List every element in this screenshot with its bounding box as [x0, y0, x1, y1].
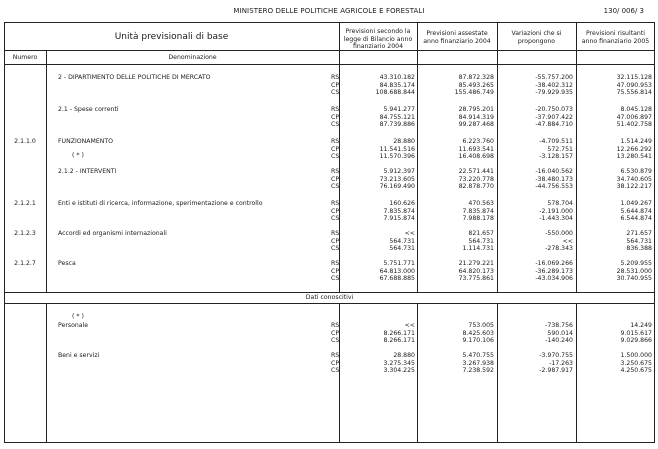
section-title: Unità previsionali di base: [114, 32, 229, 42]
value-risultanti: 5.644.874: [620, 207, 652, 215]
value-assestate: 85.493.265: [458, 81, 494, 89]
row-type: CP: [331, 113, 340, 121]
value-prev-2004: 87.739.886: [379, 121, 415, 128]
row-denominazione: Enti e istituti di ricerca, informazione, sperimentazione e controllo: [58, 200, 263, 207]
row-type: RS: [331, 74, 340, 81]
row-type: CS: [331, 245, 340, 252]
row-type: CP: [331, 359, 340, 367]
value-variazioni: -278.343: [545, 245, 573, 252]
row-type: CP: [331, 237, 340, 245]
value-variazioni: 578.704: [547, 200, 573, 207]
section2-title: Dati conoscitivi: [305, 294, 354, 301]
value-prev-2004: 7.835.874: [383, 207, 415, 215]
value-variazioni: -738.756: [545, 322, 573, 329]
value-assestate: 7.238.592: [462, 367, 494, 374]
row-number: 2.1.1.0: [14, 138, 36, 145]
value-assestate: 753.005: [468, 322, 494, 329]
ministry-header: MINISTERO DELLE POLITICHE AGRICOLE E FORESTALI: [233, 7, 425, 15]
value-variazioni: -2.191.000: [539, 207, 573, 215]
value-risultanti: 9.029.866: [620, 337, 652, 344]
divider: [417, 303, 418, 443]
divider: [497, 303, 498, 443]
row-type: CS: [331, 89, 340, 96]
row-denominazione: 2.1 - Spese correnti: [58, 106, 119, 113]
divider: [4, 303, 655, 304]
value-assestate: 22.571.441: [458, 168, 494, 175]
value-risultanti: 1.049.267: [620, 200, 652, 207]
divider: [4, 292, 655, 293]
row-type: RS: [331, 200, 340, 207]
row-type: CS: [331, 275, 340, 282]
row-type: RS: [331, 322, 340, 329]
row-denominazione: Personale: [58, 322, 89, 329]
row-number: 2.1.2.7: [14, 260, 36, 267]
row-denominazione: FUNZIONAMENTO: [58, 138, 114, 145]
value-prev-2004: 73.213.605: [379, 175, 415, 183]
value-prev-2004: 7.915.874: [383, 215, 415, 222]
row-note: ( * ): [72, 313, 84, 320]
value-risultanti: 12.266.292: [616, 145, 652, 153]
divider: [576, 303, 577, 443]
divider: [576, 22, 577, 292]
value-risultanti: 38.122.217: [616, 183, 652, 190]
value-risultanti: 8.045.128: [620, 106, 652, 113]
value-assestate: 9.170.106: [462, 337, 494, 344]
row-type: CS: [331, 153, 340, 160]
value-assestate: 821.657: [468, 230, 494, 237]
value-prev-2004: 28.880: [393, 138, 415, 145]
value-risultanti: 47.090.953: [616, 81, 652, 89]
divider: [46, 303, 47, 443]
value-prev-2004: 5.941.277: [383, 106, 415, 113]
value-assestate: 64.820.173: [458, 267, 494, 275]
value-variazioni: 572.751: [547, 145, 573, 153]
col-header-assestate: Previsioni assestate anno finanziario 2004: [423, 30, 491, 45]
value-risultanti: 14.249: [630, 322, 652, 329]
value-risultanti: 34.740.605: [616, 175, 652, 183]
value-prev-2004: 108.688.844: [375, 89, 415, 96]
divider: [4, 64, 655, 65]
row-note: ( * ): [72, 151, 84, 159]
value-variazioni: -2.987.917: [539, 367, 573, 374]
value-assestate: 5.470.755: [462, 352, 494, 359]
row-number: 2.1.2.1: [14, 200, 36, 207]
value-variazioni: -44.756.553: [535, 183, 573, 190]
value-assestate: 7.988.178: [462, 215, 494, 222]
value-risultanti: 9.015.617: [620, 329, 652, 337]
col-header-numero: Numero: [12, 54, 38, 61]
value-prev-2004: 160.626: [389, 200, 415, 207]
divider: [4, 50, 655, 51]
value-risultanti: 6.530.879: [620, 168, 652, 175]
row-type: CS: [331, 367, 340, 374]
value-assestate: 564.731: [468, 237, 494, 245]
row-type: RS: [331, 138, 340, 145]
value-assestate: 11.693.541: [458, 145, 494, 153]
value-prev-2004: 8.266.171: [383, 337, 415, 344]
value-prev-2004: 43.310.182: [379, 74, 415, 81]
value-variazioni: -38.480.173: [535, 175, 573, 183]
value-assestate: 82.878.770: [458, 183, 494, 190]
value-prev-2004: 11.541.516: [379, 145, 415, 153]
value-risultanti: 30.740.955: [616, 275, 652, 282]
col-header-denominazione: Denominazione: [168, 54, 217, 61]
value-assestate: 3.267.938: [462, 359, 494, 367]
value-variazioni: -16.069.266: [535, 260, 573, 267]
value-variazioni: -3.970.755: [539, 352, 573, 359]
row-type: RS: [331, 352, 340, 359]
value-assestate: 99.287.468: [458, 121, 494, 128]
value-risultanti: 32.115.128: [616, 74, 652, 81]
value-prev-2004: 28.880: [393, 352, 415, 359]
value-assestate: 21.279.221: [458, 260, 494, 267]
value-variazioni: -3.128.157: [539, 153, 573, 160]
value-variazioni: -20.750.073: [535, 106, 573, 113]
row-denominazione: 2.1.2 - INTERVENTI: [58, 168, 117, 175]
value-assestate: 470.563: [468, 200, 494, 207]
value-variazioni: -16.040.562: [535, 168, 573, 175]
value-variazioni: -36.289.173: [535, 267, 573, 275]
value-variazioni: -55.757.200: [535, 74, 573, 81]
value-prev-2004: 76.169.490: [379, 183, 415, 190]
value-prev-2004: <<: [404, 230, 415, 237]
value-prev-2004: 84.835.174: [379, 81, 415, 89]
row-denominazione: Beni e servizi: [58, 352, 100, 359]
value-assestate: 1.114.731: [462, 245, 494, 252]
value-assestate: 87.872.328: [458, 74, 494, 81]
value-risultanti: 3.250.675: [620, 359, 652, 367]
value-variazioni: -47.884.710: [535, 121, 573, 128]
value-risultanti: 564.731: [626, 237, 652, 245]
value-prev-2004: 67.688.885: [379, 275, 415, 282]
row-type: CP: [331, 267, 340, 275]
row-denominazione: Accordi ed organismi internazionali: [58, 230, 167, 237]
value-risultanti: 836.388: [626, 245, 652, 252]
value-prev-2004: 11.570.396: [379, 153, 415, 160]
value-risultanti: 13.280.541: [616, 153, 652, 160]
divider: [497, 22, 498, 292]
value-assestate: 8.425.603: [462, 329, 494, 337]
value-assestate: 7.835.874: [462, 207, 494, 215]
value-assestate: 6.223.760: [462, 138, 494, 145]
value-variazioni: -43.034.906: [535, 275, 573, 282]
value-variazioni: -17.263: [549, 359, 573, 367]
value-variazioni: -79.929.935: [535, 89, 573, 96]
row-type: CP: [331, 175, 340, 183]
value-assestate: 155.486.749: [454, 89, 494, 96]
col-header-prev-2004: Previsioni secondo la legge di Bilancio anno finanziario 2004: [343, 28, 413, 50]
value-variazioni: -37.907.422: [535, 113, 573, 121]
value-risultanti: 6.544.874: [620, 215, 652, 222]
value-prev-2004: 5.751.771: [383, 260, 415, 267]
row-type: RS: [331, 168, 340, 175]
value-assestate: 28.795.201: [458, 106, 494, 113]
value-prev-2004: 8.266.171: [383, 329, 415, 337]
value-assestate: 84.914.319: [458, 113, 494, 121]
value-prev-2004: 564.731: [389, 245, 415, 252]
value-prev-2004: 564.731: [389, 237, 415, 245]
value-variazioni: 590.014: [547, 329, 573, 337]
row-type: CS: [331, 337, 340, 344]
value-variazioni: -140.240: [545, 337, 573, 344]
row-denominazione: Pesca: [58, 260, 76, 267]
divider: [46, 50, 47, 292]
row-type: RS: [331, 106, 340, 113]
page-reference: 130/ 006/ 3: [603, 7, 644, 15]
value-prev-2004: 84.755.121: [379, 113, 415, 121]
divider: [417, 22, 418, 292]
value-assestate: 73.220.778: [458, 175, 494, 183]
value-risultanti: 75.556.814: [616, 89, 652, 96]
value-risultanti: 47.006.897: [616, 113, 652, 121]
row-type: CP: [331, 329, 340, 337]
col-header-risultanti: Previsioni risultanti anno finanziario 2005: [581, 30, 650, 45]
value-risultanti: 5.209.955: [620, 260, 652, 267]
value-risultanti: 1.500.000: [620, 352, 652, 359]
value-risultanti: 4.250.675: [620, 367, 652, 374]
value-risultanti: 271.657: [626, 230, 652, 237]
value-variazioni: -4.709.511: [539, 138, 573, 145]
row-denominazione: 2 - DIPARTIMENTO DELLE POLITICHE DI MERCATO: [58, 74, 211, 81]
value-assestate: 16.408.698: [458, 153, 494, 160]
value-variazioni: -550.000: [545, 230, 573, 237]
row-type: CS: [331, 183, 340, 190]
row-type: RS: [331, 230, 340, 237]
value-prev-2004: 64.813.000: [379, 267, 415, 275]
value-risultanti: 51.402.758: [616, 121, 652, 128]
row-type: CS: [331, 215, 340, 222]
value-assestate: 73.775.861: [458, 275, 494, 282]
row-type: CS: [331, 121, 340, 128]
row-type: CP: [331, 207, 340, 215]
value-prev-2004: 3.275.345: [383, 359, 415, 367]
value-prev-2004: <<: [404, 322, 415, 329]
value-prev-2004: 5.912.397: [383, 168, 415, 175]
row-type: RS: [331, 260, 340, 267]
value-prev-2004: 3.304.225: [383, 367, 415, 374]
row-number: 2.1.2.3: [14, 230, 36, 237]
col-header-variazioni: Variazioni che si propongono: [511, 30, 562, 45]
value-risultanti: 1.514.249: [620, 138, 652, 145]
row-type: CP: [331, 145, 340, 153]
row-type: CP: [331, 81, 340, 89]
value-risultanti: 28.531.000: [616, 267, 652, 275]
value-variazioni: <<: [562, 237, 573, 245]
value-variazioni: -38.402.312: [535, 81, 573, 89]
value-variazioni: -1.443.304: [539, 215, 573, 222]
